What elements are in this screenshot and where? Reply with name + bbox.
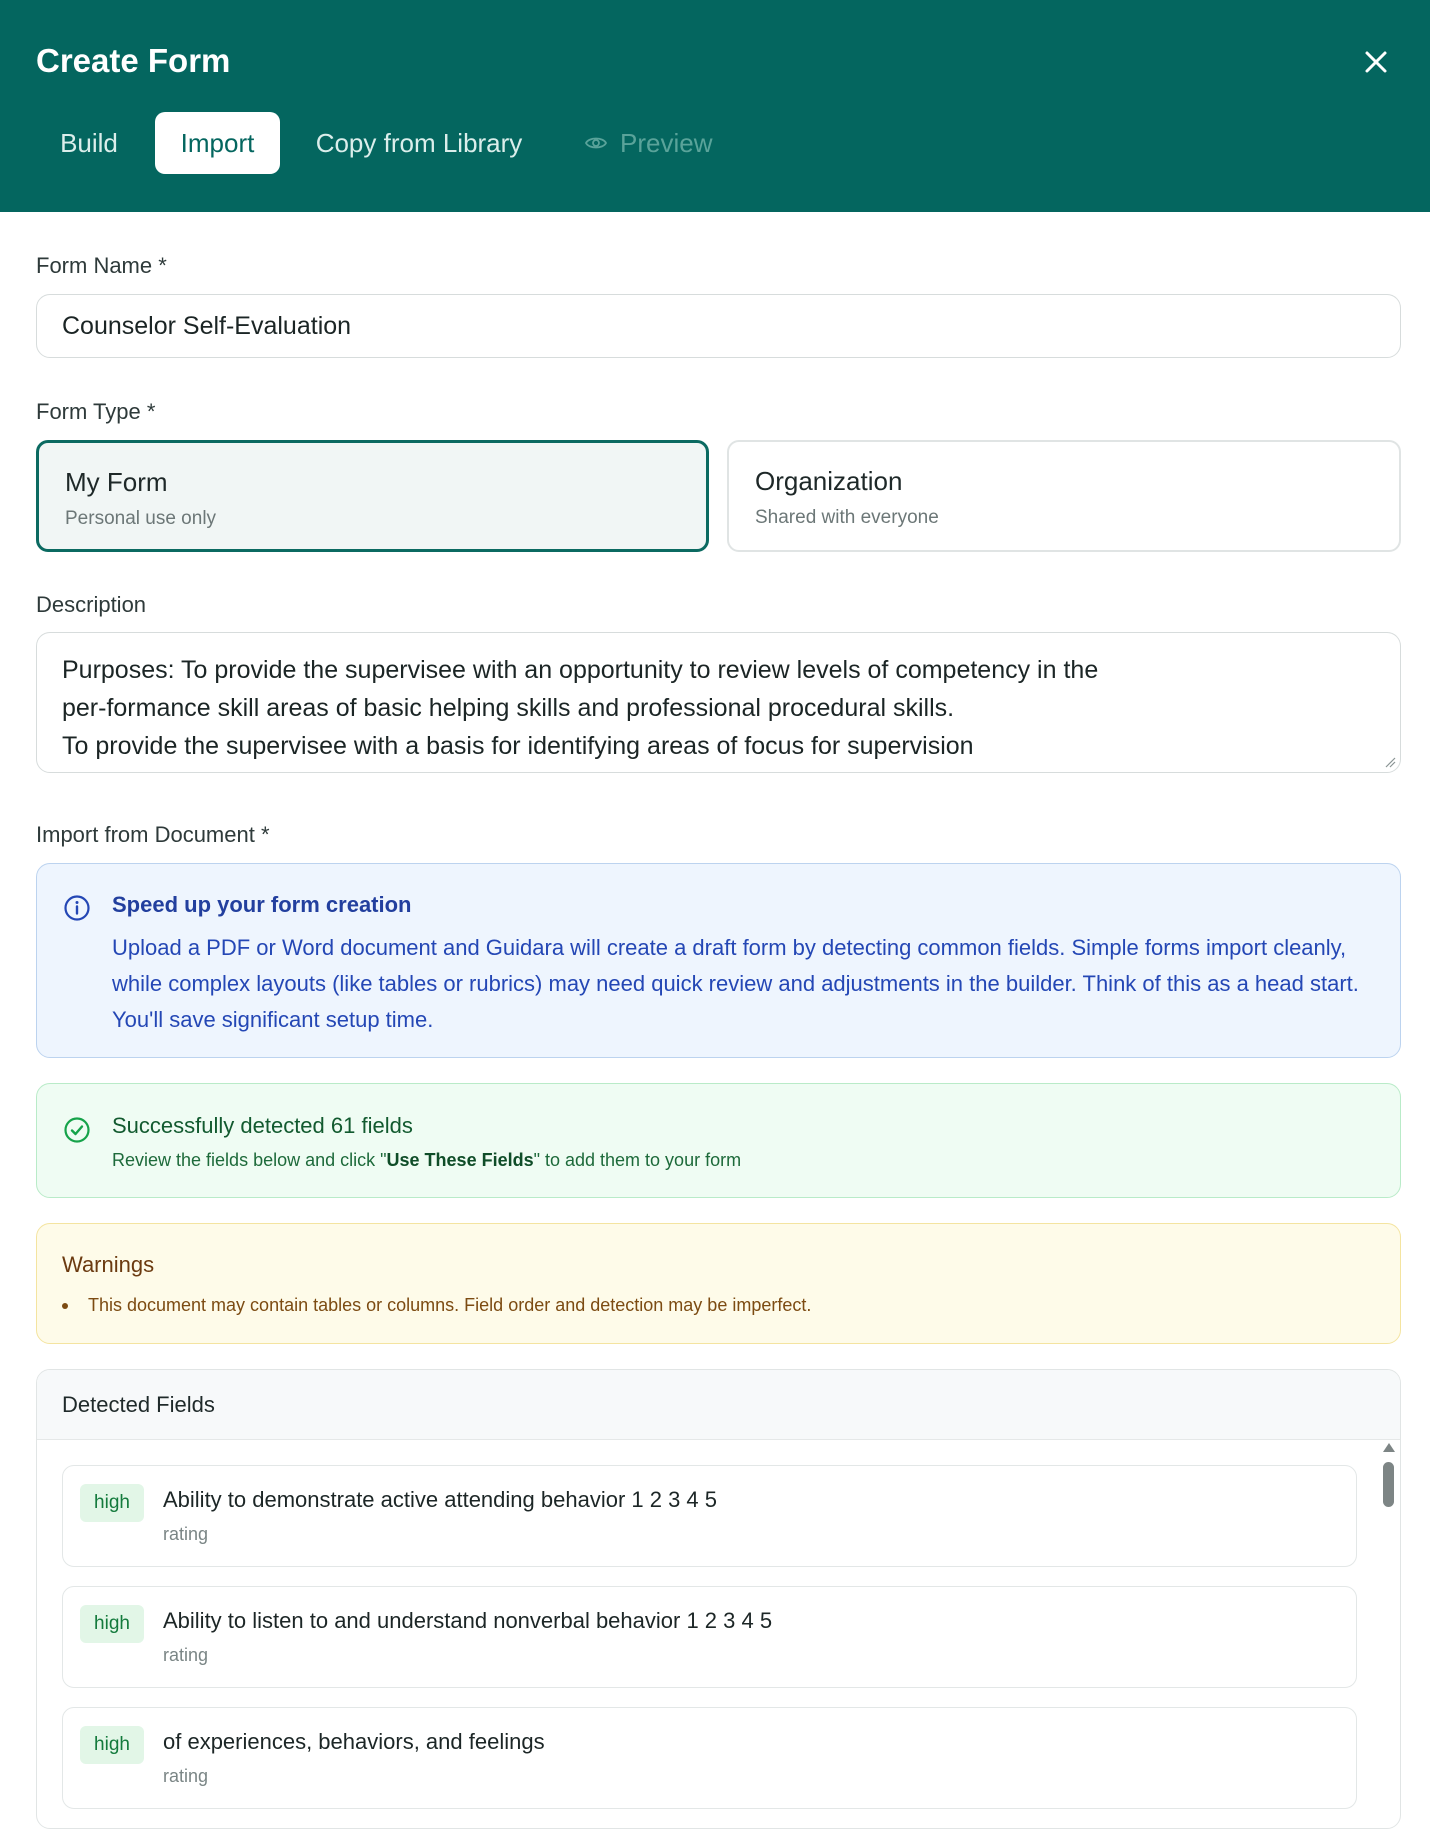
modal-header	[0, 0, 1430, 212]
warning-item: This document may contain tables or columns. Field order and detection may be imperfect.	[88, 1295, 812, 1315]
scroll-up-arrow-icon[interactable]	[1383, 1443, 1395, 1452]
success-body-suffix: " to add them to your form	[533, 1150, 742, 1170]
form-type-subtitle: Personal use only	[65, 508, 217, 529]
description-textarea[interactable]	[36, 632, 1401, 773]
form-type-subtitle: Shared with everyone	[755, 507, 939, 528]
field-type: rating	[163, 1766, 209, 1786]
detected-fields-scrollbar[interactable]	[1380, 1443, 1396, 1820]
info-alert	[36, 863, 1401, 1058]
tab-preview-label: Preview	[620, 128, 713, 158]
success-alert	[36, 1083, 1401, 1198]
form-type-organization[interactable]	[727, 440, 1401, 552]
field-type: rating	[163, 1645, 209, 1665]
field-title: of experiences, behaviors, and feelings	[163, 1729, 545, 1754]
detected-field-item	[62, 1465, 1357, 1567]
close-button[interactable]	[1356, 42, 1396, 82]
tab-copy-from-library[interactable]: Copy from Library	[315, 128, 523, 158]
field-title: Ability to listen to and understand nonverbal behavior 1 2 3 4 5	[163, 1608, 773, 1633]
eye-icon	[584, 131, 608, 155]
tab-build[interactable]: Build	[60, 128, 118, 158]
warning-alert-title: Warnings	[62, 1252, 155, 1277]
check-circle-icon	[63, 1116, 91, 1144]
field-type: rating	[163, 1524, 209, 1544]
confidence-badge: high	[80, 1726, 144, 1764]
detected-fields-panel	[36, 1369, 1401, 1829]
tab-preview	[584, 112, 714, 174]
close-icon	[1356, 42, 1396, 82]
form-name-label: Form Name *	[36, 253, 167, 278]
detected-field-item	[62, 1707, 1357, 1809]
import-document-label: Import from Document *	[36, 822, 270, 847]
description-line: To provide the supervisee with a basis for identifying areas of focus for supervision	[62, 732, 974, 760]
tab-import[interactable]: Import	[155, 112, 280, 174]
info-icon	[63, 894, 91, 922]
form-type-title: Organization	[755, 466, 903, 496]
form-name-input[interactable]: Counselor Self-Evaluation	[36, 294, 1401, 358]
description-line: Purposes: To provide the supervisee with an opportunity to review levels of competency in the	[62, 656, 1099, 684]
description-label: Description	[36, 592, 147, 617]
form-type-label: Form Type *	[36, 399, 156, 424]
bullet-icon	[62, 1303, 68, 1309]
resize-handle-icon[interactable]	[1384, 756, 1396, 768]
success-alert-body	[112, 1150, 741, 1171]
info-alert-title: Speed up your form creation	[112, 892, 412, 917]
form-type-my-form[interactable]	[36, 440, 709, 552]
modal-title: Create Form	[36, 42, 231, 79]
scroll-thumb[interactable]	[1383, 1462, 1394, 1507]
confidence-badge: high	[80, 1605, 144, 1643]
success-body-action: Use These Fields	[386, 1150, 534, 1170]
warning-alert	[36, 1223, 1401, 1344]
detected-fields-header: Detected Fields	[37, 1370, 1400, 1440]
form-type-title: My Form	[65, 467, 168, 497]
info-alert-body: Upload a PDF or Word document and Guidara will create a draft form by detecting common fields. Simple forms import cleanly, while complex layouts (like tables or rubrics) may need quick review and adjustments in the builder. Think of this as a head start. You'll save significant setup time.	[112, 935, 1359, 1032]
success-alert-title: Successfully detected 61 fields	[112, 1113, 413, 1138]
description-line: per-formance skill areas of basic helping skills and professional procedural skills.	[62, 694, 955, 722]
confidence-badge: high	[80, 1484, 144, 1522]
detected-field-item	[62, 1586, 1357, 1688]
field-title: Ability to demonstrate active attending behavior 1 2 3 4 5	[163, 1487, 718, 1512]
success-body-prefix: Review the fields below and click "	[112, 1150, 387, 1170]
